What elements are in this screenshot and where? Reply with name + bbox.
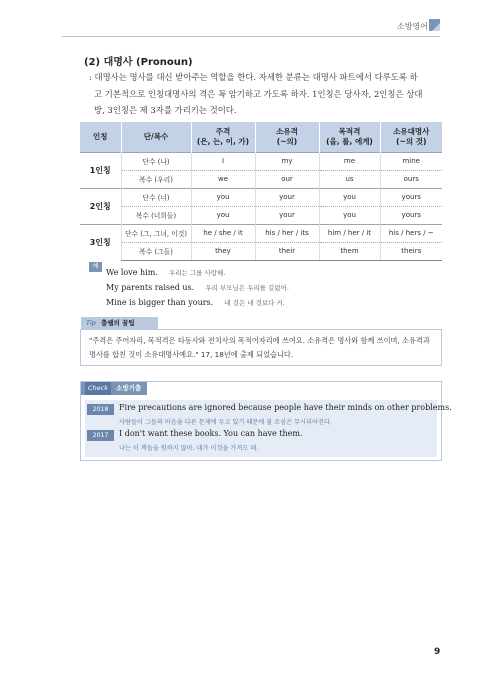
header-subject: 주격 (은, 는, 이, 가) bbox=[191, 122, 255, 152]
check-title: 소방기출 bbox=[116, 384, 142, 392]
possessive-cell: your bbox=[255, 188, 319, 206]
example-korean: 내 것은 네 것보다 커. bbox=[224, 299, 285, 307]
header-person: 인칭 bbox=[80, 122, 121, 152]
subject-cell: he / she / it bbox=[191, 224, 255, 242]
subject-cell: we bbox=[191, 170, 255, 188]
person-cell: 3인칭 bbox=[80, 224, 121, 260]
table-header-row bbox=[80, 122, 442, 152]
section-description bbox=[89, 69, 441, 119]
example-list bbox=[106, 260, 289, 305]
pronoun-table bbox=[80, 122, 442, 261]
description-line: 고 기본적으로 인칭대명사의 격은 꼭 암기하고 가도록 하자. 1인칭은 당사자, 2인칭은 상대 bbox=[94, 88, 423, 99]
description-line: 방, 3인칭은 제 3자를 가리키는 것이다. bbox=[94, 105, 237, 115]
number-cell: 복수 (그들) bbox=[121, 242, 191, 260]
header-possessive: 소유격 (~의) bbox=[255, 122, 319, 152]
exam-year-badge: 2018 bbox=[87, 404, 114, 415]
tip-title: 출쌤의 꿀팁 bbox=[100, 319, 135, 327]
possessive-pronoun-cell: yours bbox=[380, 188, 442, 206]
number-cell: 단수 (나) bbox=[121, 152, 191, 170]
header-bookmark-icon bbox=[429, 19, 440, 31]
example-english: My parents raised us. bbox=[106, 283, 195, 292]
header-object: 목적격 (을, 를, 에게) bbox=[319, 122, 380, 152]
table-row bbox=[80, 170, 442, 188]
person-cell: 2인칭 bbox=[80, 188, 121, 224]
example-tag: 예 bbox=[89, 262, 102, 272]
question-english: Fire precautions are ignored because people have their minds on other problems. bbox=[119, 403, 452, 412]
object-cell: us bbox=[319, 170, 380, 188]
possessive-pronoun-cell: ours bbox=[380, 170, 442, 188]
subject-cell: you bbox=[191, 206, 255, 224]
check-content bbox=[85, 400, 452, 457]
running-header-label: 소방영어 bbox=[397, 22, 428, 31]
tip-tag bbox=[81, 317, 158, 329]
table-row bbox=[80, 224, 442, 242]
tip-box bbox=[80, 329, 442, 366]
person-cell: 1인칭 bbox=[80, 152, 121, 188]
subject-cell: you bbox=[191, 188, 255, 206]
tip-line: 명사를 합친 것이 소유대명사예요." 17, 18년에 출제 되었습니다. bbox=[89, 350, 294, 359]
check-tag bbox=[81, 382, 147, 395]
object-cell: them bbox=[319, 242, 380, 260]
table-row bbox=[80, 242, 442, 260]
possessive-cell: his / her / its bbox=[255, 224, 319, 242]
possessive-cell: my bbox=[255, 152, 319, 170]
possessive-pronoun-cell: mine bbox=[380, 152, 442, 170]
number-cell: 복수 (우리) bbox=[121, 170, 191, 188]
object-cell: me bbox=[319, 152, 380, 170]
tip-tag-word: Tip bbox=[86, 319, 96, 327]
example-english: Mine is bigger than yours. bbox=[106, 298, 214, 307]
check-tag-word: Check bbox=[85, 382, 111, 395]
number-cell: 복수 (너희들) bbox=[121, 206, 191, 224]
possessive-pronoun-cell: his / hers / ~ bbox=[380, 224, 442, 242]
section-title: (2) 대명사 (Pronoun) bbox=[84, 57, 193, 68]
example-korean: 우리는 그를 사랑해. bbox=[168, 269, 226, 277]
number-cell: 단수 (너) bbox=[121, 188, 191, 206]
example-item bbox=[106, 260, 289, 275]
table-row bbox=[80, 188, 442, 206]
question-korean: 사람들이 그들의 마음을 다른 문제에 두고 있기 때문에 불 조심은 무시되어진다. bbox=[119, 419, 332, 426]
description-line: : 대명사는 명사를 대신 받아주는 역할을 한다. 자세한 분류는 대명사 파트에서 다루도록 하 bbox=[89, 72, 418, 82]
possessive-cell: our bbox=[255, 170, 319, 188]
possessive-pronoun-cell: yours bbox=[380, 206, 442, 224]
page-number: 9 bbox=[434, 647, 441, 657]
exam-year-badge: 2017 bbox=[87, 430, 114, 441]
possessive-pronoun-cell: theirs bbox=[380, 242, 442, 260]
header-number: 단/복수 bbox=[121, 122, 191, 152]
example-item bbox=[106, 290, 289, 305]
example-korean: 우리 부모님은 우리를 길렀어. bbox=[205, 284, 289, 292]
table-row bbox=[80, 152, 442, 170]
question-english: I don't want these books. You can have them. bbox=[119, 429, 303, 438]
subject-cell: they bbox=[191, 242, 255, 260]
example-english: We love him. bbox=[106, 268, 158, 277]
header-rule bbox=[62, 36, 440, 37]
object-cell: him / her / it bbox=[319, 224, 380, 242]
question-korean: 나는 이 책들을 원하지 않아. 네가 이것을 가져도 돼. bbox=[119, 445, 259, 452]
number-cell: 단수 (그, 그녀, 이것) bbox=[121, 224, 191, 242]
tip-line: "주격은 주어자리, 목적격은 타동사와 전치사의 목적어자리에 쓰여요. 소유격은 명사와 함께 쓰이며, 소유격과 bbox=[89, 336, 430, 345]
check-box bbox=[80, 381, 452, 461]
header-possessive-pronoun: 소유대명사 (~의 것) bbox=[380, 122, 442, 152]
possessive-cell: your bbox=[255, 206, 319, 224]
object-cell: you bbox=[319, 188, 380, 206]
object-cell: you bbox=[319, 206, 380, 224]
subject-cell: I bbox=[191, 152, 255, 170]
example-item bbox=[106, 275, 289, 290]
table-row bbox=[80, 206, 442, 224]
possessive-cell: their bbox=[255, 242, 319, 260]
